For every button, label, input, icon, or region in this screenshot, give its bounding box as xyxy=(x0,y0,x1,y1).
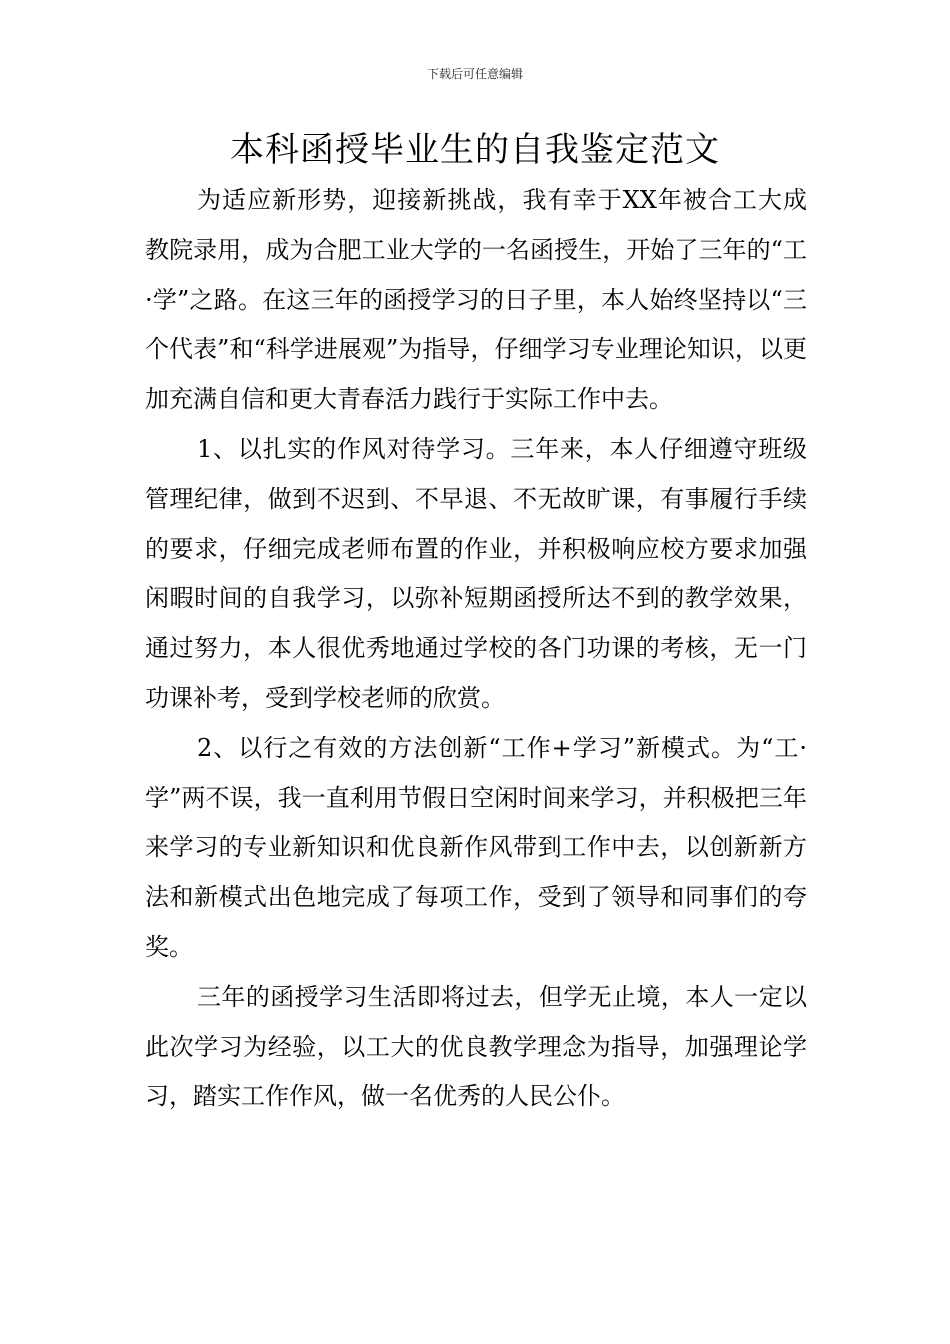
header-note: 下载后可任意编辑 xyxy=(426,67,523,81)
paragraph-conclusion: 三年的函授学习生活即将过去，但学无止境，本人一定以此次学习为经验，以工大的优良教学理念为指导，加强理论学习，踏实工作作风，做一名优秀的人民公仆。 xyxy=(145,982,807,1111)
paragraph-intro: 为适应新形势，迎接新挑战，我有幸于XX年被合工大成教院录用，成为合肥工业大学的一名函授生，开始了三年的“工·学”之路。在这三年的函授学习的日子里，本人始终坚持以“三个代表”和“科学进展观”为指导，仔细学习专业理论知识，以更加充满自信和更大青春活力践行于实际工作中去。 xyxy=(145,186,807,414)
paragraph-point-1: 1、以扎实的作风对待学习。三年来，本人仔细遵守班级管理纪律，做到不迟到、不早退、不无故旷课，有事履行手续的要求，仔细完成老师布置的作业，并积极响应校方要求加强闲暇时间的自我学习，以弥补短期函授所达不到的教学效果，通过努力，本人很优秀地通过学校的各门功课的考核，无一门功课补考，受到学校老师的欣赏。 xyxy=(145,434,807,712)
document-body xyxy=(145,176,807,1122)
paragraph-point-2: 2、以行之有效的方法创新“工作+学习”新模式。为“工·学”两不误，我一直利用节假日空闲时间来学习，并积极把三年来学习的专业新知识和优良新作风带到工作中去，以创新新方法和新模式出色地完成了每项工作，受到了领导和同事们的夸奖。 xyxy=(145,733,807,961)
document-title: 本科函授毕业生的自我鉴定范文 xyxy=(230,130,720,170)
